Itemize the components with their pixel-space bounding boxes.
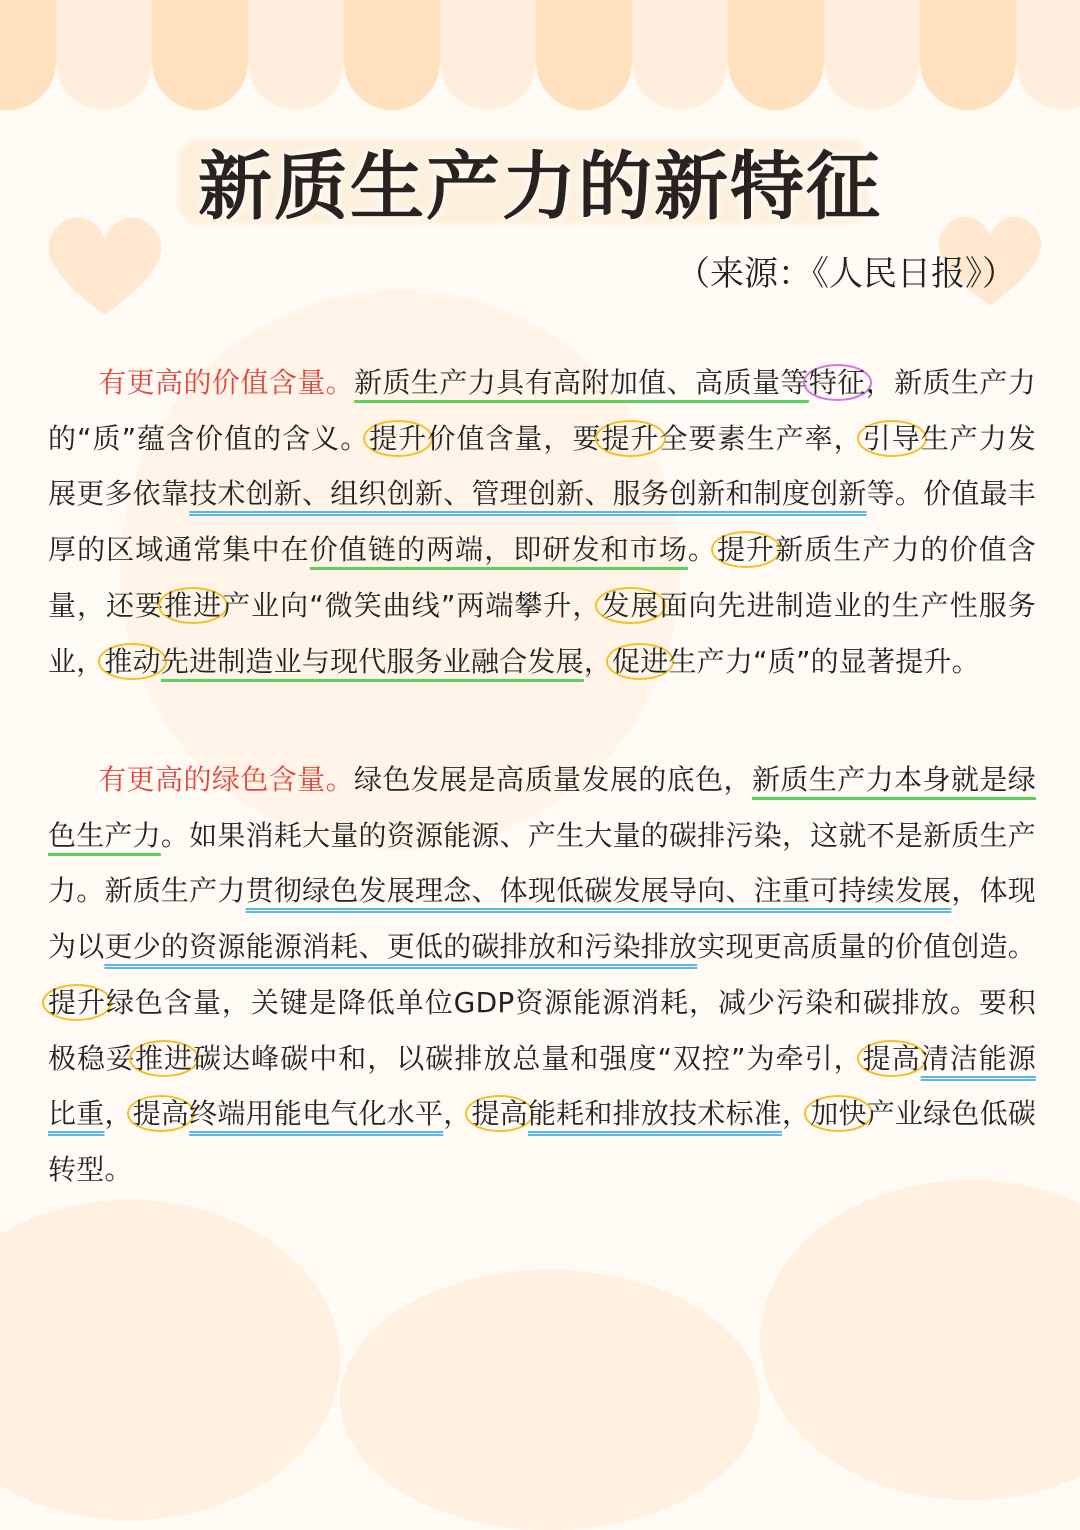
circled-keyword: 提升	[363, 420, 433, 457]
underlined-phrase: 贯彻绿色发展理念、体现低碳发展导向、注重可持续发展	[245, 874, 952, 908]
circled-keyword: 特征	[803, 364, 872, 401]
paragraph-heading: 有更高的价值含量。	[98, 366, 355, 399]
circled-keyword: 推动	[98, 643, 166, 680]
source-citation: （来源：《人民日报》）	[676, 254, 1016, 294]
background-blob	[340, 1270, 760, 1530]
circled-keyword: 推进	[129, 1040, 199, 1077]
body-text: 新质生产力的价值含量，还要	[48, 533, 1036, 622]
circled-keyword: 提高	[857, 1040, 927, 1077]
body-text: 绿色含量，关键是降低单位GDP资源能源消耗，减少污染和碳排放。要积极稳妥	[48, 985, 1036, 1075]
body-text: 绿色发展是高质量发展的底色，	[354, 763, 752, 796]
body-text: 产业向“微笑曲线”两端攀升，	[222, 588, 602, 622]
body-text: ，	[782, 1097, 811, 1131]
paragraph-green	[48, 752, 1036, 1198]
paragraph-value	[48, 355, 1036, 689]
underlined-phrase: 先进制造业与现代服务业融合发展	[160, 644, 584, 678]
body-text: 生产力“质”的显著提升。	[668, 644, 980, 678]
body-text: 碳达峰碳中和，以碳排放总量和强度“双控”为牵引，	[193, 1041, 863, 1075]
body-text: 全要素生产率，	[659, 421, 863, 455]
circled-keyword: 推进	[158, 587, 228, 624]
body-text: 。如果消耗大量的资源能源、产生大量的碳排污染，这就不是新质生产力。新质生产力	[48, 818, 1036, 908]
top-stripe-decoration	[0, 0, 1080, 120]
body-text: ，体现为以	[48, 874, 1036, 964]
body-text: ，	[104, 1097, 133, 1131]
body-text: 产业绿色低碳转型。	[48, 1097, 1037, 1186]
paragraph-body	[48, 763, 1036, 1186]
page-title: 新质生产力的新特征	[198, 144, 882, 230]
circled-keyword: 提高	[127, 1095, 195, 1132]
paragraph-body	[48, 366, 1036, 678]
underlined-phrase: 更少的资源能源消耗、更低的碳排放和污染排放	[104, 930, 698, 964]
body-text: 价值含量，要	[427, 421, 602, 455]
underlined-phrase: 终端用能电气化水平	[189, 1097, 444, 1131]
body-text: ，新质生产力的“质”蕴含价值的含义。	[48, 366, 1037, 455]
circled-keyword: 提高	[465, 1095, 533, 1132]
body-text: 生产力发展更多依靠	[48, 421, 1036, 511]
body-text: ，	[443, 1097, 472, 1131]
circled-keyword: 提升	[42, 984, 112, 1021]
body-text: 实现更高质量的价值创造。	[697, 930, 1037, 964]
circled-keyword: 提升	[711, 531, 781, 568]
background-blob	[0, 1200, 340, 1520]
circled-keyword: 引导	[857, 420, 927, 457]
circled-keyword: 提升	[595, 420, 665, 457]
circled-keyword: 发展	[595, 587, 665, 624]
underlined-phrase: 清洁能源比重	[48, 1041, 1036, 1131]
underlined-phrase: 技术创新、组织创新、管理创新、服务创新和制度创新	[189, 477, 867, 511]
underlined-phrase: 新质生产力本身就是绿色生产力	[48, 763, 1036, 852]
circled-keyword: 促进	[606, 643, 674, 680]
body-text: ，	[583, 644, 613, 678]
underlined-phrase: 新质生产力具有高附加值、高质量等	[354, 366, 809, 399]
underlined-phrase: 价值链的两端，即研发和市场	[309, 533, 688, 567]
underlined-phrase: 能耗和排放技术标准	[527, 1097, 782, 1131]
body-text: 等。价值最丰厚的区域通常集中在	[48, 477, 1036, 567]
body-text: 。	[687, 533, 717, 567]
circled-keyword: 加快	[804, 1095, 872, 1132]
background-blob	[760, 1180, 1080, 1500]
paragraph-heading: 有更高的绿色含量。	[98, 763, 355, 796]
body-text: 面向先进制造业的生产性服务业，	[48, 588, 1036, 678]
